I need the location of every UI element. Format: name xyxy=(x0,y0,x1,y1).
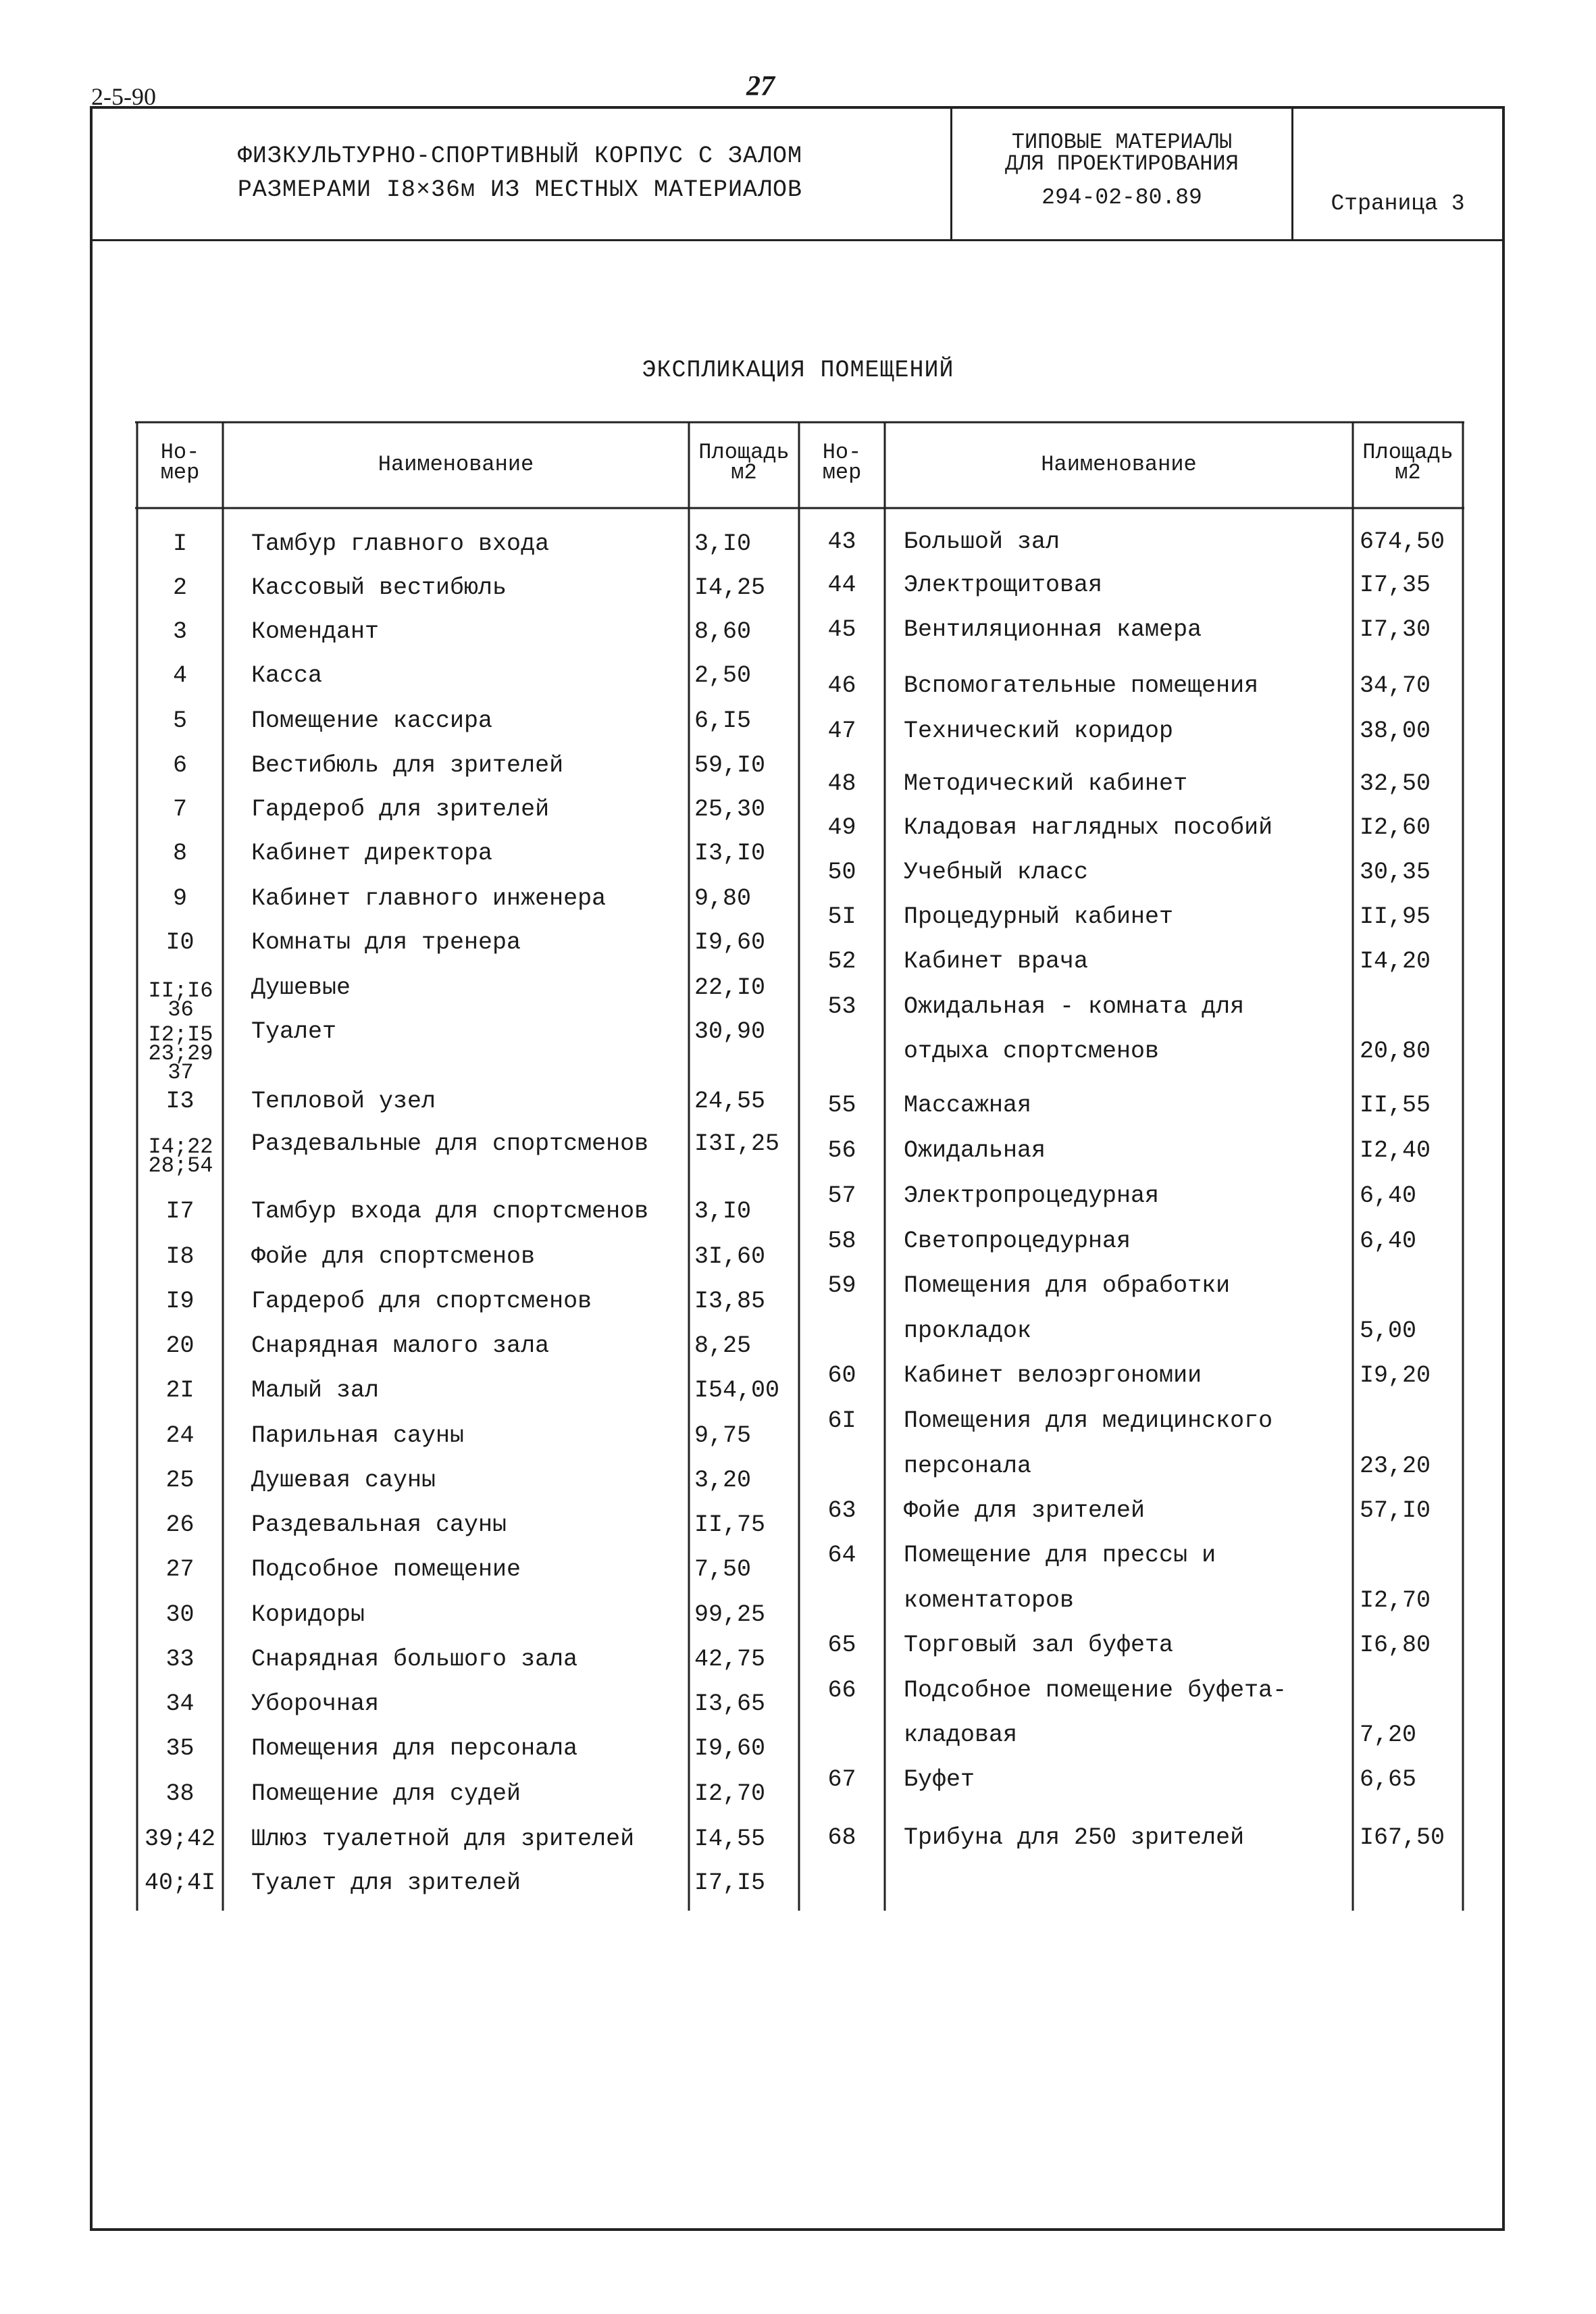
room-number: 47 xyxy=(827,718,856,745)
project-title-line-1: ФИЗКУЛЬТУРНО-СПОРТИВНЫЙ КОРПУС С ЗАЛОМ xyxy=(237,142,803,170)
room-name: Светопроцедурная xyxy=(904,1228,1131,1255)
room-area: I4,55 xyxy=(694,1826,766,1853)
room-number: I2;I5 xyxy=(148,1022,213,1047)
room-number: 33 xyxy=(165,1646,195,1673)
room-name: Туалет xyxy=(251,1018,337,1045)
room-area: 22,I0 xyxy=(694,974,766,1001)
room-area: I3,I0 xyxy=(694,840,766,867)
room-number: 27 xyxy=(165,1556,195,1583)
room-name: Подсобное помещение буфета- xyxy=(904,1677,1287,1704)
room-area: 20,80 xyxy=(1360,1038,1431,1065)
document-title: ЭКСПЛИКАЦИЯ ПОМЕЩЕНИЙ xyxy=(642,357,954,384)
room-name: Помещение кассира xyxy=(251,707,493,734)
room-area: I3I,25 xyxy=(694,1130,780,1157)
header-area-line-2: м2 xyxy=(1395,460,1421,485)
room-name: Комендант xyxy=(251,618,380,645)
room-number: 55 xyxy=(827,1092,856,1119)
room-name: Вентиляционная камера xyxy=(904,616,1202,643)
room-area: 59,I0 xyxy=(694,752,766,779)
room-area: I7,35 xyxy=(1360,572,1431,599)
room-number-continued: 28;54 xyxy=(148,1153,213,1178)
room-number: 38 xyxy=(165,1780,195,1807)
room-area: II,75 xyxy=(694,1511,766,1538)
room-name: персонала xyxy=(904,1453,1032,1480)
room-area: 42,75 xyxy=(694,1646,766,1673)
room-name: Большой зал xyxy=(904,528,1060,555)
room-number: I8 xyxy=(165,1243,195,1270)
series-line-2: ДЛЯ ПРОЕКТИРОВАНИЯ xyxy=(1005,151,1239,176)
room-area: 2,50 xyxy=(694,662,752,689)
room-number: 56 xyxy=(827,1137,856,1164)
room-name: Шлюз туалетной для зрителей xyxy=(251,1826,635,1853)
room-number: 6I xyxy=(827,1407,856,1434)
room-name: Уборочная xyxy=(251,1690,380,1717)
room-name: Помещения для медицинского xyxy=(904,1407,1273,1434)
room-name: Душевая сауны xyxy=(251,1467,436,1494)
room-number: 7 xyxy=(172,796,187,823)
room-number: 3 xyxy=(172,618,187,645)
room-number: I3 xyxy=(165,1088,195,1115)
room-number: 5I xyxy=(827,903,856,930)
room-area: 30,35 xyxy=(1360,859,1431,886)
room-number: 40;4I xyxy=(144,1869,216,1896)
header-name-right: Наименование xyxy=(1041,452,1197,477)
header-number-right xyxy=(799,440,885,485)
room-name: Процедурный кабинет xyxy=(904,903,1174,930)
room-number: 60 xyxy=(827,1362,856,1389)
room-name: Кабинет врача xyxy=(904,948,1089,975)
room-area: 57,I0 xyxy=(1360,1497,1431,1524)
room-area: 25,30 xyxy=(694,796,766,823)
room-number: 53 xyxy=(827,993,856,1020)
room-name: отдыха спортсменов xyxy=(904,1038,1160,1065)
room-name: Вестибюль для зрителей xyxy=(251,752,564,779)
room-area: 6,I5 xyxy=(694,707,752,734)
room-number: 68 xyxy=(827,1824,856,1851)
room-number: 52 xyxy=(827,948,856,975)
room-name: Касса xyxy=(251,662,323,689)
room-number: 66 xyxy=(827,1677,856,1704)
room-name: Помещение для прессы и xyxy=(904,1542,1216,1569)
room-area: 99,25 xyxy=(694,1601,766,1628)
header-number-line-1: Но- xyxy=(160,440,200,465)
header-number-line-1: Но- xyxy=(822,440,862,465)
room-name: Кабинет главного инженера xyxy=(251,885,607,912)
room-name: Кладовая наглядных пособий xyxy=(904,814,1273,841)
room-name: Тепловой узел xyxy=(251,1088,436,1115)
room-area: I6,80 xyxy=(1360,1632,1431,1659)
room-name: Снарядная большого зала xyxy=(251,1646,578,1673)
room-name: Душевые xyxy=(251,974,351,1001)
room-area: 8,25 xyxy=(694,1332,752,1359)
room-number-continued: 37 xyxy=(168,1060,194,1085)
room-name: Учебный класс xyxy=(904,859,1089,886)
room-name: Вспомогательные помещения xyxy=(904,672,1259,699)
room-name: Раздевальные для спортсменов xyxy=(251,1130,649,1157)
room-area: 23,20 xyxy=(1360,1453,1431,1480)
room-name: Тамбур входа для спортсменов xyxy=(251,1198,649,1225)
room-name: Кабинет директора xyxy=(251,840,493,867)
room-name: Туалет для зрителей xyxy=(251,1869,521,1896)
room-number: 30 xyxy=(165,1601,195,1628)
room-area: 6,40 xyxy=(1360,1228,1417,1255)
room-area: 3,I0 xyxy=(694,530,752,557)
sheet-number: 27 xyxy=(746,71,775,102)
room-area: II,95 xyxy=(1360,903,1431,930)
room-number: II;I6 xyxy=(148,978,213,1003)
room-name: Технический коридор xyxy=(904,718,1174,745)
room-name: Коридоры xyxy=(251,1601,365,1628)
room-area: 34,70 xyxy=(1360,672,1431,699)
room-area: II,55 xyxy=(1360,1092,1431,1119)
room-number: 2I xyxy=(165,1377,195,1404)
room-number: I4;22 xyxy=(148,1134,213,1159)
room-number-continued: 23;29 xyxy=(148,1041,213,1066)
room-area: 7,20 xyxy=(1360,1721,1417,1749)
room-area: I67,50 xyxy=(1360,1824,1445,1851)
room-area: 32,50 xyxy=(1360,770,1431,797)
room-number: 6 xyxy=(172,752,187,779)
room-name: Методический кабинет xyxy=(904,770,1188,797)
room-area: I4,25 xyxy=(694,574,766,601)
room-number: 4 xyxy=(172,662,187,689)
room-area: I7,I5 xyxy=(694,1869,766,1896)
room-area: I3,65 xyxy=(694,1690,766,1717)
room-number: 35 xyxy=(165,1735,195,1762)
room-number: 25 xyxy=(165,1467,195,1494)
room-area: I2,70 xyxy=(694,1780,766,1807)
room-name: Кабинет велоэргономии xyxy=(904,1362,1202,1389)
room-number: 2 xyxy=(172,574,187,601)
room-number-continued: 36 xyxy=(168,997,194,1022)
room-number: 9 xyxy=(172,885,187,912)
room-name: Снарядная малого зала xyxy=(251,1332,550,1359)
series-line-1: ТИПОВЫЕ МАТЕРИАЛЫ xyxy=(1011,129,1233,155)
room-area: 9,80 xyxy=(694,885,752,912)
room-number: 65 xyxy=(827,1632,856,1659)
room-number: 63 xyxy=(827,1497,856,1524)
room-number: 20 xyxy=(165,1332,195,1359)
room-name: Ожидальная xyxy=(904,1137,1046,1164)
room-number: I7 xyxy=(165,1198,195,1225)
room-number: 67 xyxy=(827,1766,856,1793)
room-name: Электропроцедурная xyxy=(904,1182,1160,1209)
header-name-left: Наименование xyxy=(378,452,534,477)
room-area: I9,60 xyxy=(694,929,766,956)
room-area: 3I,60 xyxy=(694,1243,766,1270)
room-area: 3,20 xyxy=(694,1467,752,1494)
room-name: Комнаты для тренера xyxy=(251,929,521,956)
room-number: I9 xyxy=(165,1288,195,1315)
room-area: I4,20 xyxy=(1360,948,1431,975)
room-number: 49 xyxy=(827,814,856,841)
room-area: 3,I0 xyxy=(694,1198,752,1225)
room-number: 39;42 xyxy=(144,1826,216,1853)
room-area: I2,40 xyxy=(1360,1137,1431,1164)
header-number-line-2: мер xyxy=(160,460,200,485)
header-number-line-2: мер xyxy=(822,460,862,485)
room-area: 674,50 xyxy=(1360,528,1445,555)
room-name: Помещения для персонала xyxy=(251,1735,578,1762)
room-area: I7,30 xyxy=(1360,616,1431,643)
room-number: 5 xyxy=(172,707,187,734)
room-area: 7,50 xyxy=(694,1556,752,1583)
room-area: 24,55 xyxy=(694,1088,766,1115)
header-area-right xyxy=(1353,440,1463,485)
room-area: 6,65 xyxy=(1360,1766,1417,1793)
room-name: кладовая xyxy=(904,1721,1018,1749)
room-number: 59 xyxy=(827,1272,856,1299)
room-area: 8,60 xyxy=(694,618,752,645)
room-name: Помещения для обработки xyxy=(904,1272,1231,1299)
room-area: 30,90 xyxy=(694,1018,766,1045)
room-name: Гардероб для спортсменов xyxy=(251,1288,592,1315)
room-number: 45 xyxy=(827,616,856,643)
room-name: коментаторов xyxy=(904,1587,1075,1614)
room-area: I2,60 xyxy=(1360,814,1431,841)
room-name: Раздевальная сауны xyxy=(251,1511,507,1538)
room-name: прокладок xyxy=(904,1317,1032,1344)
room-area: I9,20 xyxy=(1360,1362,1431,1389)
room-number: 64 xyxy=(827,1542,856,1569)
room-name: Гардероб для зрителей xyxy=(251,796,550,823)
room-name: Электрощитовая xyxy=(904,572,1103,599)
document-code: 294-02-80.89 xyxy=(1041,184,1202,210)
room-name: Фойе для зрителей xyxy=(904,1497,1145,1524)
room-name: Буфет xyxy=(904,1766,975,1793)
header-area-line-1: Площадь xyxy=(698,440,790,465)
room-area: I2,70 xyxy=(1360,1587,1431,1614)
room-number: 46 xyxy=(827,672,856,699)
room-number: 44 xyxy=(827,572,856,599)
room-number: I xyxy=(172,530,187,557)
room-name: Ожидальная - комната для xyxy=(904,993,1245,1020)
room-name: Парильная сауны xyxy=(251,1422,465,1449)
room-number: 8 xyxy=(172,840,187,867)
room-number: 26 xyxy=(165,1511,195,1538)
room-name: Фойе для спортсменов xyxy=(251,1243,536,1270)
page-label: Страница 3 xyxy=(1331,191,1465,216)
room-number: 43 xyxy=(827,528,856,555)
room-area: 38,00 xyxy=(1360,718,1431,745)
room-area: 6,40 xyxy=(1360,1182,1417,1209)
room-area: I9,60 xyxy=(694,1735,766,1762)
room-number: 57 xyxy=(827,1182,856,1209)
room-name: Трибуна для 250 зрителей xyxy=(904,1824,1245,1851)
room-number: 48 xyxy=(827,770,856,797)
room-number: 58 xyxy=(827,1228,856,1255)
header-area-left xyxy=(689,440,799,485)
project-title-line-2: РАЗМЕРАМИ I8×36м ИЗ МЕСТНЫХ МАТЕРИАЛОВ xyxy=(237,176,803,203)
header-area-line-2: м2 xyxy=(731,460,757,485)
room-name: Помещение для судей xyxy=(251,1780,521,1807)
room-name: Торговый зал буфета xyxy=(904,1632,1174,1659)
room-number: 50 xyxy=(827,859,856,886)
room-area: I3,85 xyxy=(694,1288,766,1315)
header-number-left xyxy=(137,440,223,485)
room-area: 9,75 xyxy=(694,1422,752,1449)
room-name: Подсобное помещение xyxy=(251,1556,521,1583)
room-name: Малый зал xyxy=(251,1377,380,1404)
room-number: 24 xyxy=(165,1422,195,1449)
room-area: I54,00 xyxy=(694,1377,780,1404)
room-area: 5,00 xyxy=(1360,1317,1417,1344)
room-name: Массажная xyxy=(904,1092,1032,1119)
room-name: Кассовый вестибюль xyxy=(251,574,507,601)
room-name: Тамбур главного входа xyxy=(251,530,550,557)
sheet-code: 2-5-90 xyxy=(91,83,156,110)
room-number: 34 xyxy=(165,1690,195,1717)
room-number: I0 xyxy=(165,929,195,956)
header-area-line-1: Площадь xyxy=(1362,440,1453,465)
